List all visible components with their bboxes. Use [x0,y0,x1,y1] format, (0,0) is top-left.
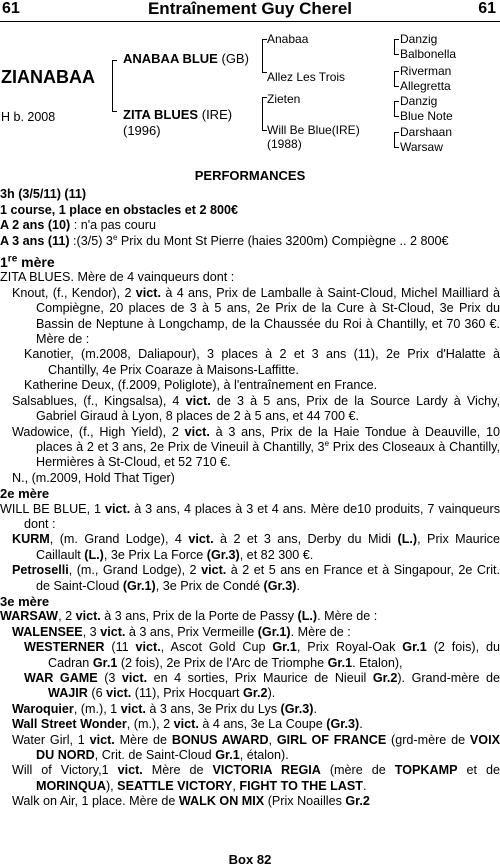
m3-walensee: WALENSEE, 3 vict. à 3 ans, Prix Vermeille (Gr.1). Mère de : [12,624,351,639]
dam: ZITA BLUES (IRE) [123,107,233,122]
document-body [0,168,500,810]
m1-salsablues: Salsablues, (f., Kingsalsa), 4 vict. de 3 à 5 ans, Prix de la Source Lardy à Vichy, Gabriel Giraud à Lyon, 8 places de 2 à 5 ans, et 44 700 €. [12,393,500,424]
sdd: Allegretta [400,79,451,93]
sss: Danzig [400,32,438,46]
m2-title: 2e mère [0,486,50,502]
bracket-ds [394,101,399,117]
m3-title: 3e mère [0,593,50,609]
m1-katherine: Katherine Deux, (f.2009, Poliglote), à l'entraînement en France. [24,378,378,393]
horse-name: ZIANABAA [1,67,95,87]
page-number-left: 61 [2,0,20,17]
page-number-right: 61 [478,0,496,17]
m3-war-game: WAR GAME (3 vict. en 4 sorties, Prix Maurice de Nieuil Gr.2). Grand-mère de WAJIR (6 vict. (11), Prix Hocquart Gr.2). [24,671,500,701]
m3-warsaw: WARSAW, 2 vict. à 3 ans, Prix de la Porte de Passy (L.). Mère de : [0,609,378,624]
footer-box: Box 82 [228,852,272,867]
m1-wadowice: Wadowice, (f., High Yield), 2 vict. à 3 ans, Prix de la Haie Tondue à Deauville, 10 places à 2 et 3 ans, 2e Prix de Vineuil à Chantilly, 3e Prix des Closeaux à Chantilly, Hermières à St-Cloud, et 52 710 €. [12,424,500,470]
dam-sire: Zieten [267,92,301,106]
dss: Danzig [400,94,438,108]
dsd: Blue Note [400,109,453,123]
dam-dam-year: (1988) [267,137,302,151]
m3-walk-on-air: Walk on Air, 1 place. Mère de WALK ON MIX (Prix Noailles Gr.2 [12,794,370,809]
bracket-ss [394,39,399,55]
perf-2ans: A 2 ans (10) : n'a pas couru [0,218,156,233]
m1-kanotier: Kanotier, (m.2008, Daliapour), 3 places à 2 et 3 ans (11), 2e Prix d'Halatte à Chantilly, 4e Prix Coaraze à Maisons-Laffitte. [24,347,500,377]
dds: Darshaan [400,125,453,139]
m1-title: 1re mère [0,253,55,271]
sire: ANABAA BLUE (GB) [123,51,249,66]
perf-obstacles: 1 course, 1 place en obstacles et 2 800€ [0,202,239,217]
dam-dam: Will Be Blue(IRE) [267,123,360,137]
dam-year: (1996) [123,123,161,138]
performances-title: PERFORMANCES [194,168,306,183]
m3-will-of-victory: Will of Victory,1 vict. Mère de VICTORIA REGIA (mère de TOPKAMP et de MORINQUA), SEATTLE VICTORY, FIGHT TO THE LAST. [12,763,500,793]
bracket-sd [394,71,399,87]
bracket-dd [394,132,399,148]
horse-info: H b. 2008 [1,110,56,124]
perf-3ans: A 3 ans (11) :(3/5) 3e Prix du Mont St Pierre (haies 3200m) Compiègne .. 2 800€ [0,232,449,248]
m1-knout: Knout, (f., Kendor), 2 vict. à 4 ans, Prix de Lamballe à Saint-Cloud, Michel Mailliard à Compiègne, 20 places de 3 à 5 ans, 2e Prix de la Cure à St-Cloud, 3e Prix du Bassin de Neptune à Longchamp, de la Chaussée du Roi à Chantilly, et 70 360 €. Mère de : [12,285,500,347]
sire-dam: Allez Les Trois [267,70,346,84]
sire-sire: Anabaa [267,32,309,46]
m3-waroquier: Waroquier, (m.), 1 vict. à 3 ans, 3e Prix du Lys (Gr.3). [12,701,317,716]
page-header [0,0,500,20]
perf-summary: 3h (3/5/11) (11) [0,187,87,202]
m3-wall-street: Wall Street Wonder, (m.), 2 vict. à 4 ans, 3e La Coupe (Gr.3). [12,717,363,732]
m2-petroselli: Petroselli, (m., Grand Lodge), 2 vict. à 2 et 5 ans en France et à Singapour, 2e Crit. de Saint-Cloud (Gr.1), 3e Prix de Condé (Gr.3). [12,563,500,593]
m3-westerner: WESTERNER (11 vict., Ascot Gold Cup Gr.1, Prix Royal-Oak Gr.1 (2 fois), du Cadran Gr.1 (2 fois), 2e Prix de l'Arc de Triomphe Gr.1. Etalon), [24,640,500,670]
m2-kurm: KURM, (m. Grand Lodge), 4 vict. à 2 et 3 ans, Derby du Midi (L.), Prix Maurice Caillault (L.), 3e Prix La Force (Gr.3), et 82 300 €. [12,532,500,562]
ddd: Warsaw [400,140,443,154]
header-rule [0,21,500,22]
pedigree [0,24,500,156]
m3-water-girl: Water Girl, 1 vict. Mère de BONUS AWARD, GIRL OF FRANCE (grd-mère de VOIX DU NORD, Crit. de Saint-Cloud Gr.1, étalon). [12,732,500,763]
ssd: Balbonella [400,47,457,61]
m1-n: N., (m.2009, Hold That Tiger) [12,470,175,485]
sds: Riverman [400,64,452,78]
page-title: Entraînement Guy Cherel [147,0,353,18]
m1-intro: ZITA BLUES. Mère de 4 vainqueurs dont : [0,270,235,285]
bracket-main [112,60,117,112]
m2-intro: WILL BE BLUE, 1 vict. à 3 ans, 4 places à 3 et 4 ans. Mère de10 produits, 7 vainqueurs dont : [0,501,500,531]
